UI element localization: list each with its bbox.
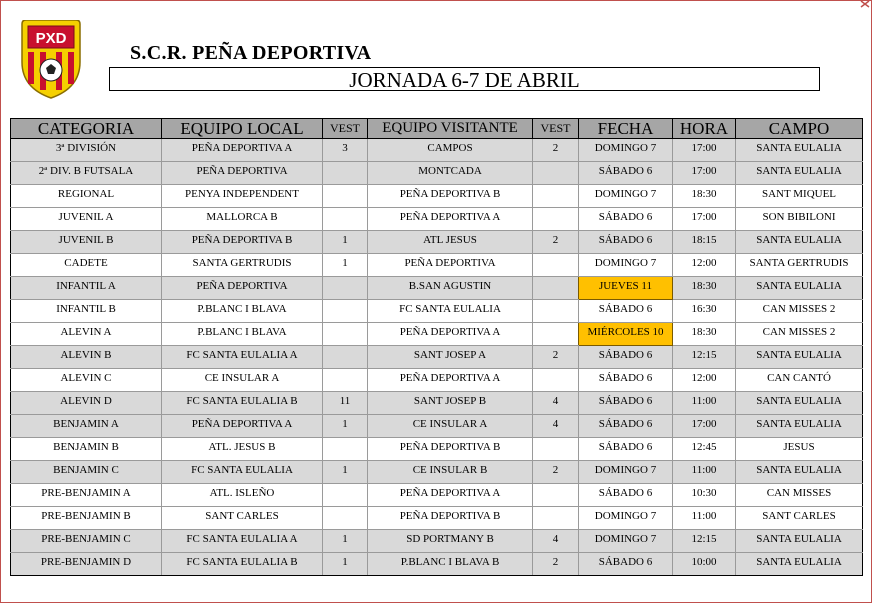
table-row <box>11 208 863 231</box>
cell-categoria: JUVENIL B <box>11 231 162 254</box>
cell-categoria: ALEVIN A <box>11 323 162 346</box>
club-crest-logo <box>18 20 84 100</box>
cell-equipo-visitante: CE INSULAR A <box>368 415 533 438</box>
cell-equipo-visitante: FC SANTA EULALIA <box>368 300 533 323</box>
cell-equipo-visitante: CAMPOS <box>368 139 533 162</box>
cell-vest-local <box>323 162 368 185</box>
table-row <box>11 415 863 438</box>
cell-categoria: BENJAMIN A <box>11 415 162 438</box>
cell-hora: 12:00 <box>673 369 736 392</box>
cell-hora: 17:00 <box>673 162 736 185</box>
cell-vest-visitante <box>533 323 579 346</box>
cell-vest-visitante <box>533 507 579 530</box>
cell-equipo-local: PENYA INDEPENDENT <box>162 185 323 208</box>
cell-categoria: ALEVIN B <box>11 346 162 369</box>
header-equipo-local: EQUIPO LOCAL <box>162 119 323 139</box>
cell-equipo-local: FC SANTA EULALIA B <box>162 553 323 576</box>
cell-equipo-visitante: PEÑA DEPORTIVA A <box>368 484 533 507</box>
cell-campo: CAN MISSES 2 <box>736 300 863 323</box>
header-hora: HORA <box>673 119 736 139</box>
cell-categoria: BENJAMIN B <box>11 438 162 461</box>
cell-vest-visitante <box>533 484 579 507</box>
table-row <box>11 323 863 346</box>
cell-vest-visitante: 4 <box>533 415 579 438</box>
cell-vest-local <box>323 277 368 300</box>
table-row <box>11 553 863 576</box>
header-equipo-visitante: EQUIPO VISITANTE <box>368 119 533 139</box>
cell-vest-local <box>323 484 368 507</box>
cell-campo: SANT CARLES <box>736 507 863 530</box>
cell-hora: 16:30 <box>673 300 736 323</box>
cell-fecha: SÁBADO 6 <box>579 208 673 231</box>
cell-fecha: SÁBADO 6 <box>579 415 673 438</box>
cell-hora: 18:15 <box>673 231 736 254</box>
cell-campo: CAN CANTÓ <box>736 369 863 392</box>
cell-categoria: REGIONAL <box>11 185 162 208</box>
cell-campo: JESUS <box>736 438 863 461</box>
cell-vest-visitante: 4 <box>533 392 579 415</box>
cell-campo: SANTA GERTRUDIS <box>736 254 863 277</box>
cell-equipo-visitante: ATL JESUS <box>368 231 533 254</box>
cell-equipo-local: P.BLANC I BLAVA <box>162 300 323 323</box>
cell-fecha: DOMINGO 7 <box>579 530 673 553</box>
cell-categoria: ALEVIN C <box>11 369 162 392</box>
cell-vest-visitante: 2 <box>533 553 579 576</box>
cell-vest-visitante: 2 <box>533 139 579 162</box>
table-row <box>11 530 863 553</box>
cell-fecha: DOMINGO 7 <box>579 185 673 208</box>
cell-vest-visitante: 2 <box>533 231 579 254</box>
cell-equipo-local: SANT CARLES <box>162 507 323 530</box>
cell-categoria: 3ª DIVISIÓN <box>11 139 162 162</box>
table-row <box>11 392 863 415</box>
cell-vest-local <box>323 369 368 392</box>
cell-vest-local <box>323 185 368 208</box>
cell-equipo-visitante: SANT JOSEP A <box>368 346 533 369</box>
cell-campo: SANTA EULALIA <box>736 139 863 162</box>
cell-equipo-local: PEÑA DEPORTIVA A <box>162 139 323 162</box>
cell-equipo-local: FC SANTA EULALIA A <box>162 530 323 553</box>
cell-categoria: PRE-BENJAMIN A <box>11 484 162 507</box>
table-row <box>11 139 863 162</box>
cell-equipo-visitante: PEÑA DEPORTIVA <box>368 254 533 277</box>
cell-equipo-local: MALLORCA B <box>162 208 323 231</box>
cell-categoria: INFANTIL A <box>11 277 162 300</box>
cell-vest-local: 1 <box>323 461 368 484</box>
cell-hora: 10:30 <box>673 484 736 507</box>
cell-vest-local <box>323 507 368 530</box>
cell-hora: 17:00 <box>673 415 736 438</box>
cell-hora: 12:45 <box>673 438 736 461</box>
cell-vest-local: 1 <box>323 530 368 553</box>
cell-vest-local: 1 <box>323 231 368 254</box>
cell-vest-local <box>323 346 368 369</box>
cell-vest-visitante <box>533 438 579 461</box>
cell-hora: 10:00 <box>673 553 736 576</box>
table-row <box>11 438 863 461</box>
cell-vest-local <box>323 300 368 323</box>
cell-campo: SANTA EULALIA <box>736 553 863 576</box>
cell-fecha: SÁBADO 6 <box>579 553 673 576</box>
cell-equipo-local: PEÑA DEPORTIVA <box>162 277 323 300</box>
table-row <box>11 185 863 208</box>
cell-equipo-visitante: SANT JOSEP B <box>368 392 533 415</box>
cell-campo: CAN MISSES <box>736 484 863 507</box>
table-row <box>11 484 863 507</box>
table-row <box>11 162 863 185</box>
cell-hora: 11:00 <box>673 461 736 484</box>
cell-fecha: SÁBADO 6 <box>579 300 673 323</box>
cell-equipo-local: SANTA GERTRUDIS <box>162 254 323 277</box>
cell-equipo-visitante: PEÑA DEPORTIVA B <box>368 438 533 461</box>
cell-equipo-visitante: MONTCADA <box>368 162 533 185</box>
cell-fecha: SÁBADO 6 <box>579 162 673 185</box>
cell-equipo-visitante: B.SAN AGUSTIN <box>368 277 533 300</box>
header-vest-local: VEST <box>323 119 368 139</box>
cell-equipo-local: FC SANTA EULALIA B <box>162 392 323 415</box>
close-icon[interactable] <box>860 0 870 8</box>
cell-hora: 12:15 <box>673 530 736 553</box>
cell-equipo-visitante: SD PORTMANY B <box>368 530 533 553</box>
cell-vest-local <box>323 438 368 461</box>
cell-categoria: JUVENIL A <box>11 208 162 231</box>
cell-campo: SANTA EULALIA <box>736 461 863 484</box>
cell-hora: 17:00 <box>673 208 736 231</box>
cell-vest-visitante <box>533 369 579 392</box>
cell-vest-local: 11 <box>323 392 368 415</box>
cell-campo: SANTA EULALIA <box>736 277 863 300</box>
table-row <box>11 461 863 484</box>
cell-campo: SANTA EULALIA <box>736 530 863 553</box>
cell-vest-visitante <box>533 277 579 300</box>
cell-hora: 12:15 <box>673 346 736 369</box>
cell-hora: 18:30 <box>673 277 736 300</box>
cell-hora: 11:00 <box>673 392 736 415</box>
cell-vest-visitante: 2 <box>533 461 579 484</box>
jornada-title: JORNADA 6-7 DE ABRIL <box>109 67 820 91</box>
header-categoria: CATEGORIA <box>11 119 162 139</box>
table-row <box>11 277 863 300</box>
cell-equipo-visitante: P.BLANC I BLAVA B <box>368 553 533 576</box>
cell-fecha: MIÉRCOLES 10 <box>579 323 673 346</box>
cell-campo: SANTA EULALIA <box>736 392 863 415</box>
cell-equipo-visitante: PEÑA DEPORTIVA A <box>368 323 533 346</box>
club-title: S.C.R. PEÑA DEPORTIVA <box>130 42 372 64</box>
cell-fecha: SÁBADO 6 <box>579 346 673 369</box>
cell-categoria: CADETE <box>11 254 162 277</box>
cell-categoria: ALEVIN D <box>11 392 162 415</box>
cell-campo: SANTA EULALIA <box>736 415 863 438</box>
cell-hora: 11:00 <box>673 507 736 530</box>
table-row <box>11 300 863 323</box>
cell-vest-visitante <box>533 162 579 185</box>
cell-categoria: PRE-BENJAMIN C <box>11 530 162 553</box>
table-row <box>11 369 863 392</box>
cell-equipo-local: P.BLANC I BLAVA <box>162 323 323 346</box>
cell-equipo-visitante: PEÑA DEPORTIVA A <box>368 369 533 392</box>
cell-equipo-local: ATL. ISLEÑO <box>162 484 323 507</box>
table-row <box>11 507 863 530</box>
cell-fecha: DOMINGO 7 <box>579 139 673 162</box>
cell-equipo-local: CE INSULAR A <box>162 369 323 392</box>
cell-vest-visitante <box>533 254 579 277</box>
cell-fecha: SÁBADO 6 <box>579 231 673 254</box>
cell-vest-local <box>323 208 368 231</box>
cell-hora: 18:30 <box>673 323 736 346</box>
table-row <box>11 346 863 369</box>
cell-equipo-local: PEÑA DEPORTIVA A <box>162 415 323 438</box>
cell-vest-visitante <box>533 208 579 231</box>
logo-text: PXD <box>35 30 67 47</box>
cell-fecha: JUEVES 11 <box>579 277 673 300</box>
cell-hora: 12:00 <box>673 254 736 277</box>
cell-vest-visitante <box>533 185 579 208</box>
table-row <box>11 254 863 277</box>
cell-vest-local: 1 <box>323 553 368 576</box>
cell-hora: 18:30 <box>673 185 736 208</box>
table-row <box>11 231 863 254</box>
cell-equipo-local: PEÑA DEPORTIVA <box>162 162 323 185</box>
cell-equipo-visitante: PEÑA DEPORTIVA B <box>368 507 533 530</box>
cell-fecha: DOMINGO 7 <box>579 461 673 484</box>
cell-fecha: SÁBADO 6 <box>579 438 673 461</box>
cell-categoria: INFANTIL B <box>11 300 162 323</box>
cell-equipo-local: FC SANTA EULALIA A <box>162 346 323 369</box>
cell-campo: SANTA EULALIA <box>736 162 863 185</box>
cell-categoria: BENJAMIN C <box>11 461 162 484</box>
cell-fecha: SÁBADO 6 <box>579 369 673 392</box>
cell-vest-visitante: 2 <box>533 346 579 369</box>
cell-vest-local: 1 <box>323 254 368 277</box>
cell-fecha: SÁBADO 6 <box>579 392 673 415</box>
cell-equipo-local: ATL. JESUS B <box>162 438 323 461</box>
cell-hora: 17:00 <box>673 139 736 162</box>
header-fecha: FECHA <box>579 119 673 139</box>
fixtures-table <box>10 118 863 576</box>
cell-equipo-local: FC SANTA EULALIA <box>162 461 323 484</box>
cell-campo: SANT MIQUEL <box>736 185 863 208</box>
cell-equipo-visitante: PEÑA DEPORTIVA B <box>368 185 533 208</box>
cell-vest-local: 1 <box>323 415 368 438</box>
cell-vest-visitante <box>533 300 579 323</box>
cell-vest-local: 3 <box>323 139 368 162</box>
cell-categoria: PRE-BENJAMIN B <box>11 507 162 530</box>
table-header-row <box>11 119 863 139</box>
cell-vest-local <box>323 323 368 346</box>
cell-equipo-local: PEÑA DEPORTIVA B <box>162 231 323 254</box>
cell-categoria: PRE-BENJAMIN D <box>11 553 162 576</box>
cell-equipo-visitante: PEÑA DEPORTIVA A <box>368 208 533 231</box>
header-campo: CAMPO <box>736 119 863 139</box>
header-vest-visitante: VEST <box>533 119 579 139</box>
cell-categoria: 2ª DIV. B FUTSALA <box>11 162 162 185</box>
cell-equipo-visitante: CE INSULAR B <box>368 461 533 484</box>
cell-campo: SON BIBILONI <box>736 208 863 231</box>
cell-fecha: DOMINGO 7 <box>579 254 673 277</box>
cell-fecha: DOMINGO 7 <box>579 507 673 530</box>
cell-campo: SANTA EULALIA <box>736 231 863 254</box>
cell-campo: CAN MISSES 2 <box>736 323 863 346</box>
cell-campo: SANTA EULALIA <box>736 346 863 369</box>
cell-vest-visitante: 4 <box>533 530 579 553</box>
cell-fecha: SÁBADO 6 <box>579 484 673 507</box>
